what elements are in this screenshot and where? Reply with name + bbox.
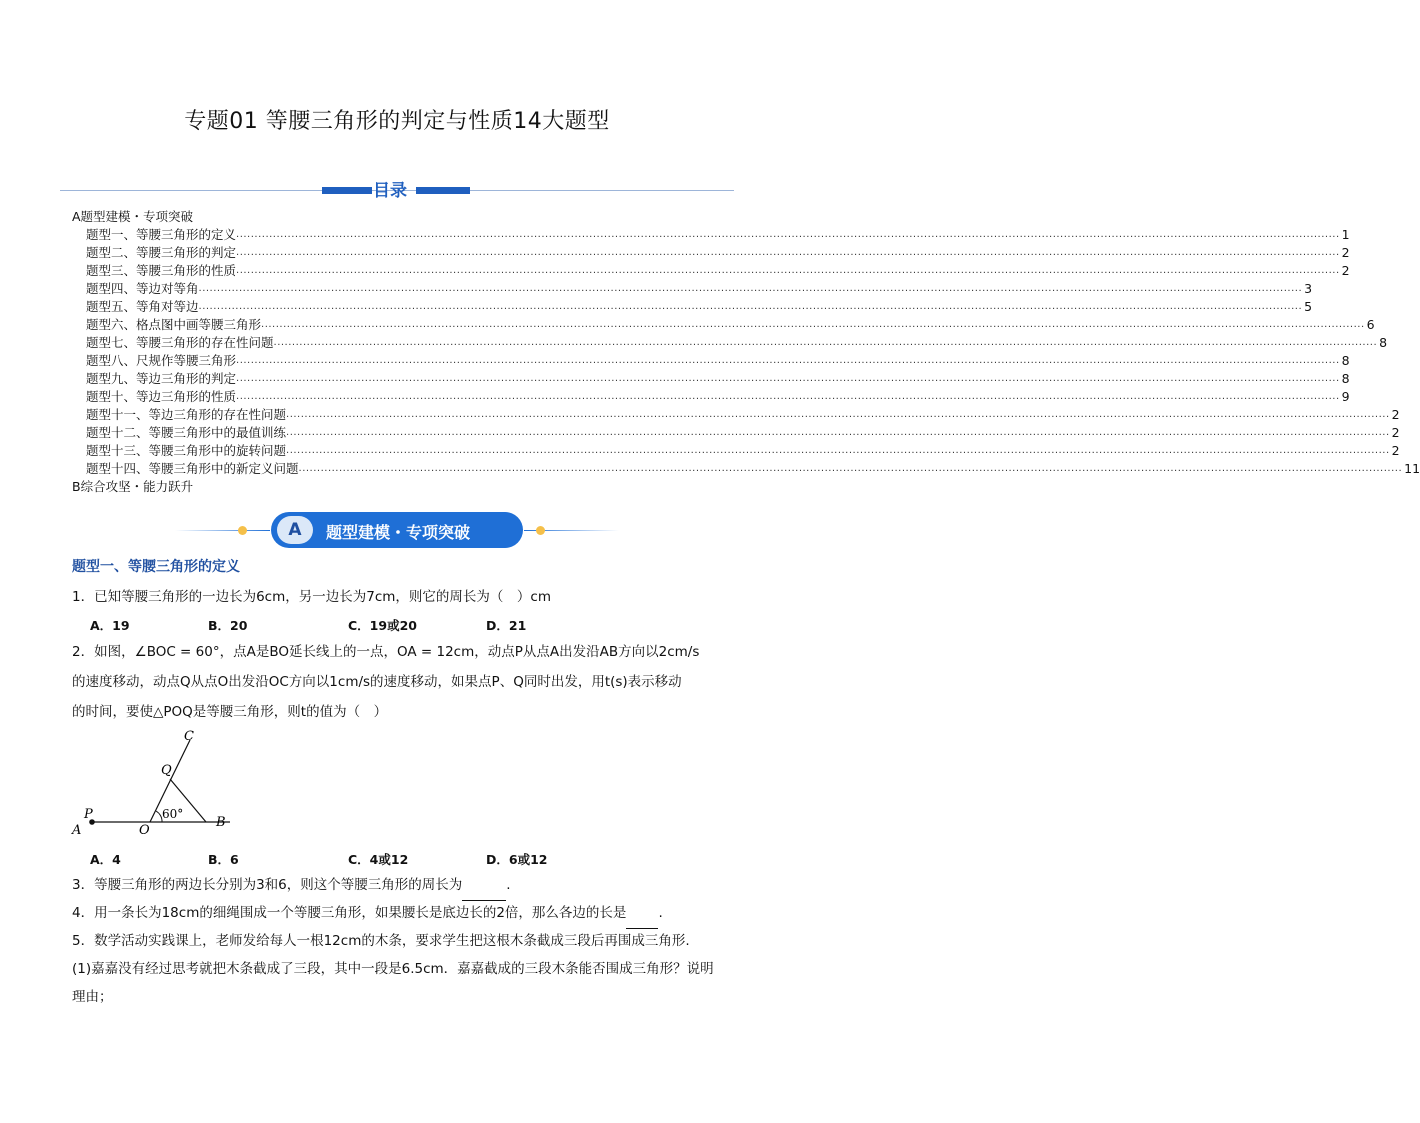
option-a: A．19: [90, 618, 130, 633]
angle-label: 60°: [162, 807, 184, 821]
label-p: P: [84, 807, 93, 822]
toc-item-label: 题型一、等腰三角形的定义: [86, 227, 237, 242]
toc-item-page: 2: [1391, 443, 1400, 458]
toc-header: [60, 176, 734, 200]
toc-item-label: 题型三、等腰三角形的性质: [86, 263, 237, 278]
option-c: C．19或20: [348, 618, 417, 633]
toc-leader-dots: ............................................................................................................................................................................................................................................................................................................: [273, 337, 1378, 348]
toc-item-label: 题型九、等边三角形的判定: [86, 371, 237, 386]
toc-leader-dots: ............................................................................................................................................................................................................................................................................................................: [198, 283, 1303, 294]
toc-item[interactable]: [72, 244, 1350, 262]
toc-item[interactable]: [72, 424, 1400, 442]
page-title: 专题01 等腰三角形的判定与性质14大题型: [184, 109, 610, 134]
question-3-text: 3．等腰三角形的两边长分别为3和6，则这个等腰三角形的周长为: [72, 877, 463, 893]
toc-item-page: 2: [1391, 407, 1400, 422]
banner-dot-left: [238, 526, 247, 535]
triangle-figure: [70, 726, 250, 836]
toc-item-label: 题型二、等腰三角形的判定: [86, 245, 237, 260]
label-a: A: [72, 823, 82, 838]
toc-item-page: 8: [1341, 371, 1350, 386]
question-1: 1．已知等腰三角形的一边长为6cm，另一边长为7cm，则它的周长为（ ）cm: [72, 589, 551, 605]
toc-section-b[interactable]: B综合攻坚・能力跃升: [72, 479, 194, 494]
toc-leader-dots: ............................................................................................................................................................................................................................................................................................................: [236, 355, 1340, 366]
question-4: [72, 898, 732, 929]
toc-item[interactable]: [72, 334, 1388, 352]
question-5-line-3: 理由；: [72, 989, 113, 1005]
option-a: A．4: [90, 852, 121, 867]
toc-leader-dots: ............................................................................................................................................................................................................................................................................................................: [298, 463, 1403, 474]
option-d: D．6或12: [486, 852, 548, 867]
toc-header-bar-right: [416, 187, 470, 194]
question-3: [72, 870, 732, 901]
toc-item[interactable]: [72, 352, 1350, 370]
option-b: B．20: [208, 618, 248, 633]
toc-leader-dots: ............................................................................................................................................................................................................................................................................................................: [236, 265, 1340, 276]
label-q: Q: [161, 763, 172, 778]
toc-item-label: 题型五、等角对等边: [86, 299, 199, 314]
question-4-text: 4．用一条长为18cm的细绳围成一个等腰三角形，如果腰长是底边长的2倍，那么各边的长是: [72, 905, 627, 921]
option-b: B．6: [208, 852, 239, 867]
question-2-line-3: 的时间，要使△POQ是等腰三角形，则t的值为（ ）: [72, 704, 388, 720]
toc-leader-dots: ............................................................................................................................................................................................................................................................................................................: [236, 229, 1340, 240]
banner-dot-right: [536, 526, 545, 535]
label-o: O: [139, 823, 150, 838]
toc-item[interactable]: [72, 460, 1420, 478]
toc-leader-dots: ............................................................................................................................................................................................................................................................................................................: [236, 373, 1340, 384]
toc-item-page: 5: [1304, 299, 1313, 314]
question-2-line-1: 2．如图，∠BOC = 60°，点A是BO延长线上的一点，OA = 12cm，动点P从点A出发沿AB方向以2cm/s: [72, 644, 700, 660]
topic-heading: 题型一、等腰三角形的定义: [72, 559, 240, 575]
banner-line-left: [175, 530, 270, 531]
toc-section-a[interactable]: A题型建模・专项突破: [72, 209, 194, 224]
toc-item-label: 题型十、等边三角形的性质: [86, 389, 237, 404]
toc-item-label: 题型四、等边对等角: [86, 281, 199, 296]
toc-leader-dots: ............................................................................................................................................................................................................................................................................................................: [236, 391, 1340, 402]
toc-item[interactable]: [72, 226, 1350, 244]
toc-item-label: 题型十二、等腰三角形中的最值训练: [86, 425, 287, 440]
toc-item-label: 题型七、等腰三角形的存在性问题: [86, 335, 274, 350]
question-3-end: .: [506, 877, 511, 893]
question-2-line-2: 的速度移动，动点Q从点O出发沿OC方向以1cm/s的速度移动，如果点P、Q同时出发，用t(s)表示移动: [72, 674, 682, 690]
toc-header-bar-left: [322, 187, 372, 194]
option-d: D．21: [486, 618, 527, 633]
option-c: C．4或12: [348, 852, 409, 867]
toc-item[interactable]: [72, 298, 1313, 316]
section-banner: [0, 512, 794, 548]
toc-item-page: 8: [1341, 353, 1350, 368]
toc-item-label: 题型八、尺规作等腰三角形: [86, 353, 237, 368]
toc-item[interactable]: [72, 316, 1375, 334]
toc-item[interactable]: [72, 388, 1350, 406]
answer-blank[interactable]: [626, 898, 658, 929]
toc-item[interactable]: [72, 262, 1350, 280]
question-5-line-2: (1)嘉嘉没有经过思考就把木条截成了三段，其中一段是6.5cm．嘉嘉截成的三段木条能否围成三角形？说明: [72, 961, 714, 977]
toc-item-page: 8: [1379, 335, 1388, 350]
toc-item-page: 11: [1404, 461, 1420, 476]
label-b: B: [216, 815, 226, 830]
toc-leader-dots: ............................................................................................................................................................................................................................................................................................................: [286, 427, 1390, 438]
toc-title: 目录: [373, 181, 407, 201]
toc-item[interactable]: [72, 280, 1313, 298]
toc-leader-dots: ............................................................................................................................................................................................................................................................................................................: [286, 445, 1390, 456]
toc-item[interactable]: [72, 370, 1350, 388]
toc-item-page: 2: [1341, 263, 1350, 278]
toc-item-label: 题型十一、等边三角形的存在性问题: [86, 407, 287, 422]
banner-letter: A: [277, 516, 313, 544]
toc-item-page: 3: [1304, 281, 1313, 296]
label-c: C: [184, 729, 194, 744]
toc-item-page: 2: [1391, 425, 1400, 440]
banner-label: 题型建模・专项突破: [326, 523, 471, 542]
toc-item-page: 9: [1341, 389, 1350, 404]
toc-leader-dots: ............................................................................................................................................................................................................................................................................................................: [236, 247, 1340, 258]
toc-item[interactable]: [72, 406, 1400, 424]
question-5-line-1: 5．数学活动实践课上，老师发给每人一根12cm的木条，要求学生把这根木条截成三段后再围成三角形.: [72, 933, 690, 949]
toc-item[interactable]: [72, 442, 1400, 460]
table-of-contents: [72, 208, 1420, 496]
toc-item-label: 题型十三、等腰三角形中的旋转问题: [86, 443, 287, 458]
toc-leader-dots: ............................................................................................................................................................................................................................................................................................................: [261, 319, 1365, 330]
toc-item-label: 题型十四、等腰三角形中的新定义问题: [86, 461, 299, 476]
toc-leader-dots: ............................................................................................................................................................................................................................................................................................................: [198, 301, 1303, 312]
toc-item-page: 1: [1341, 227, 1350, 242]
question-4-end: .: [658, 905, 663, 921]
toc-item-page: 2: [1341, 245, 1350, 260]
toc-item-label: 题型六、格点图中画等腰三角形: [86, 317, 262, 332]
toc-item-page: 6: [1366, 317, 1375, 332]
answer-blank[interactable]: [462, 870, 506, 901]
toc-leader-dots: ............................................................................................................................................................................................................................................................................................................: [286, 409, 1390, 420]
